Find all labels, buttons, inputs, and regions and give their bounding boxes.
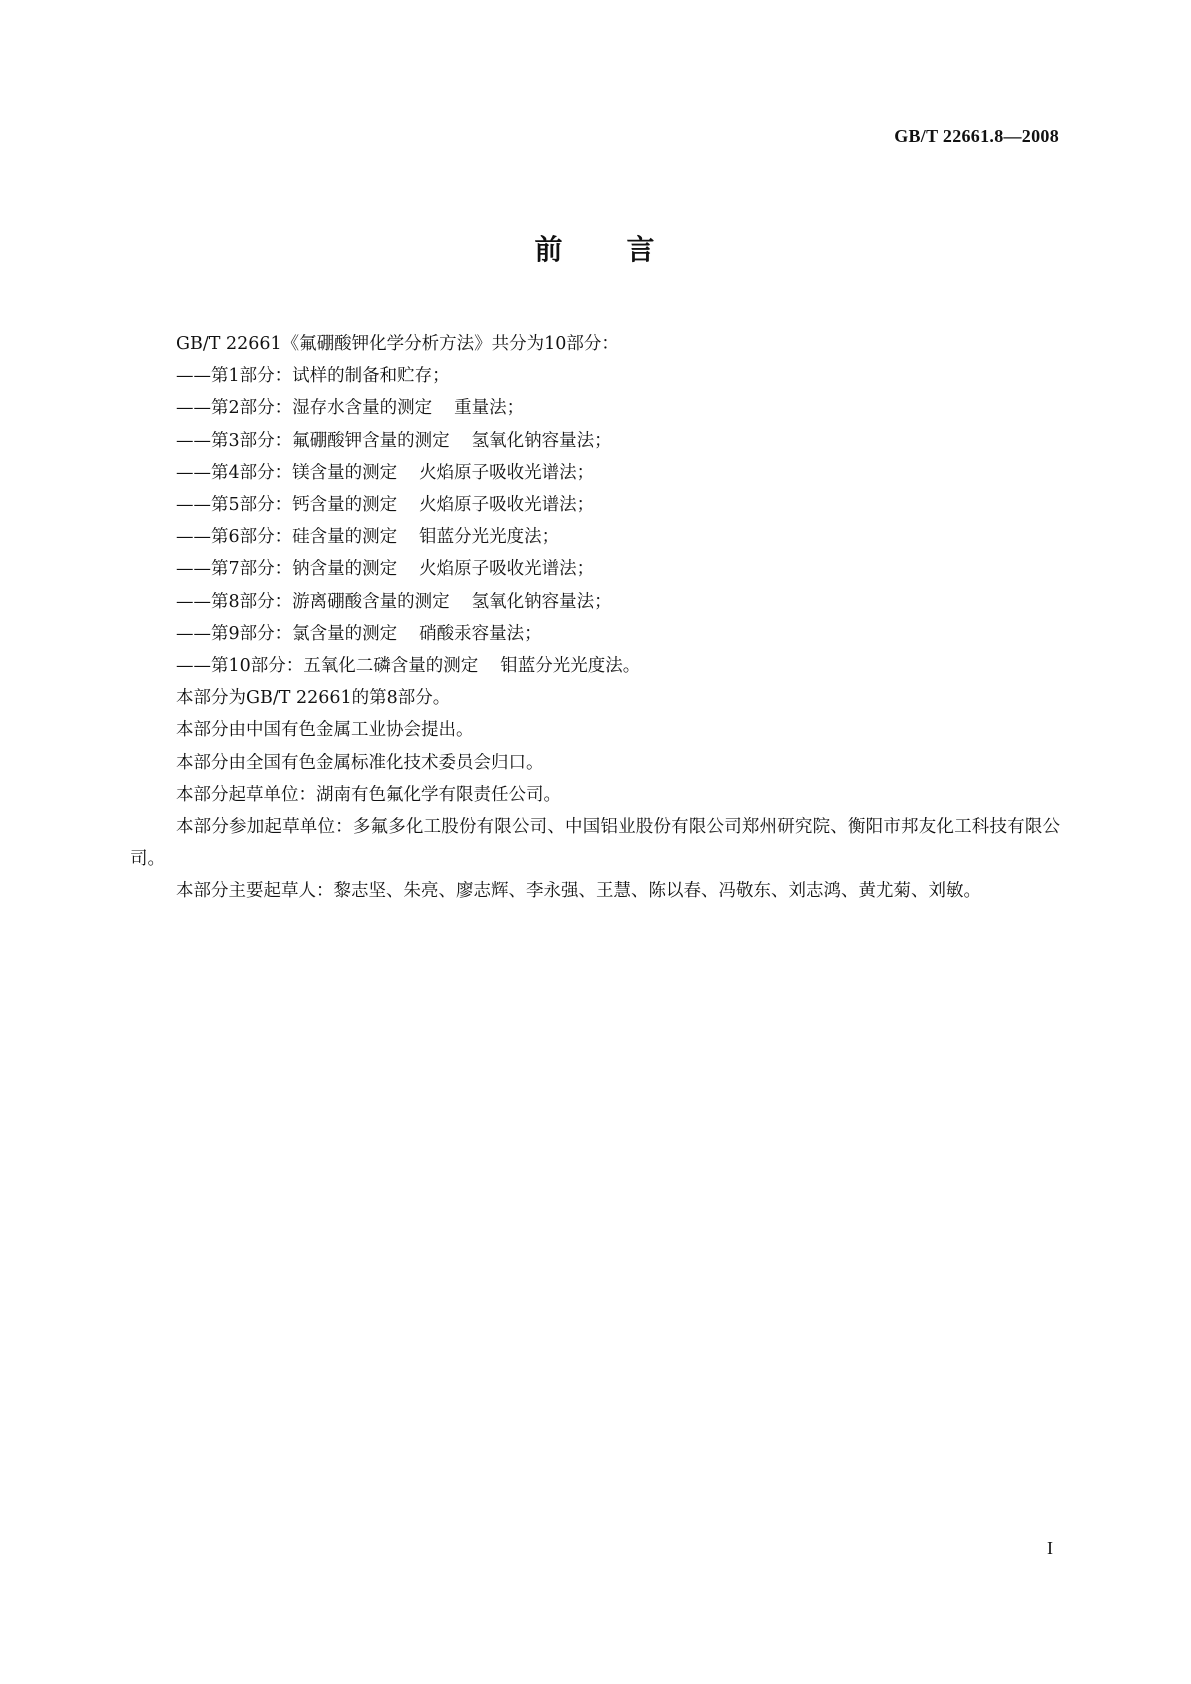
part-label: ——第1部分：试样的制备和贮存； — [176, 366, 450, 387]
part-method: 钼蓝分光光度法； — [419, 527, 560, 548]
part-label: ——第6部分：硅含量的测定 — [176, 527, 398, 548]
part-label: ——第7部分：钠含量的测定 — [176, 559, 398, 580]
part-method: 火焰原子吸收光谱法； — [419, 495, 595, 516]
part-item — [130, 360, 1060, 392]
title-char-1: 前 — [534, 233, 565, 266]
part-method: 氢氧化钠容量法； — [471, 430, 612, 451]
part-label: ——第2部分：湿存水含量的测定 — [176, 398, 433, 419]
part-item — [130, 489, 1060, 521]
part-method: 钼蓝分光光度法。 — [500, 656, 641, 677]
part-method: 氢氧化钠容量法； — [471, 591, 612, 612]
part-item — [130, 521, 1060, 553]
part-label: ——第9部分：氯含量的测定 — [176, 623, 398, 644]
part-label: ——第8部分：游离硼酸含量的测定 — [176, 591, 450, 612]
part-method: 火焰原子吸收光谱法； — [419, 462, 595, 483]
intro-paragraph: GB/T 22661《氟硼酸钾化学分析方法》共分为10部分： — [176, 334, 619, 354]
part-item — [130, 586, 1060, 618]
part-method: 重量法； — [454, 398, 525, 419]
part-method: 火焰原子吸收光谱法； — [419, 559, 595, 580]
title-char-2: 言 — [626, 233, 657, 266]
drafting-unit-statement: 本部分起草单位：湖南有色氟化学有限责任公司。 — [176, 784, 561, 805]
part-item — [130, 425, 1060, 457]
part-item — [130, 457, 1060, 489]
part-method: 硝酸汞容量法； — [419, 623, 542, 644]
page-number: I — [1047, 1538, 1053, 1558]
part-item — [130, 618, 1060, 650]
part-label: ——第5部分：钙含量的测定 — [176, 495, 398, 516]
standard-code: GB/T 22661.8—2008 — [894, 126, 1059, 146]
part-item — [130, 392, 1060, 424]
part-label: ——第10部分：五氧化二磷含量的测定 — [176, 656, 479, 677]
part-item — [130, 650, 1060, 682]
managed-by-statement: 本部分由全国有色金属标准化技术委员会归口。 — [176, 752, 544, 773]
part-of-statement: 本部分为GB/T 22661的第8部分。 — [176, 688, 451, 709]
part-label: ——第4部分：镁含量的测定 — [176, 462, 398, 483]
proposed-by-statement: 本部分由中国有色金属工业协会提出。 — [176, 720, 474, 741]
foreword-body — [130, 328, 1060, 908]
main-drafters-statement: 本部分主要起草人：黎志坚、朱亮、廖志辉、李永强、王慧、陈以春、冯敬东、刘志鸿、黄尤菊、刘敏。 — [176, 881, 981, 902]
part-item — [130, 553, 1060, 585]
part-label: ——第3部分：氟硼酸钾含量的测定 — [176, 430, 450, 451]
participating-units-statement: 本部分参加起草单位：多氟多化工股份有限公司、中国铝业股份有限公司郑州研究院、衡阳市邦友化工科技有限公司。 — [130, 817, 1060, 870]
page-title — [0, 228, 1191, 268]
